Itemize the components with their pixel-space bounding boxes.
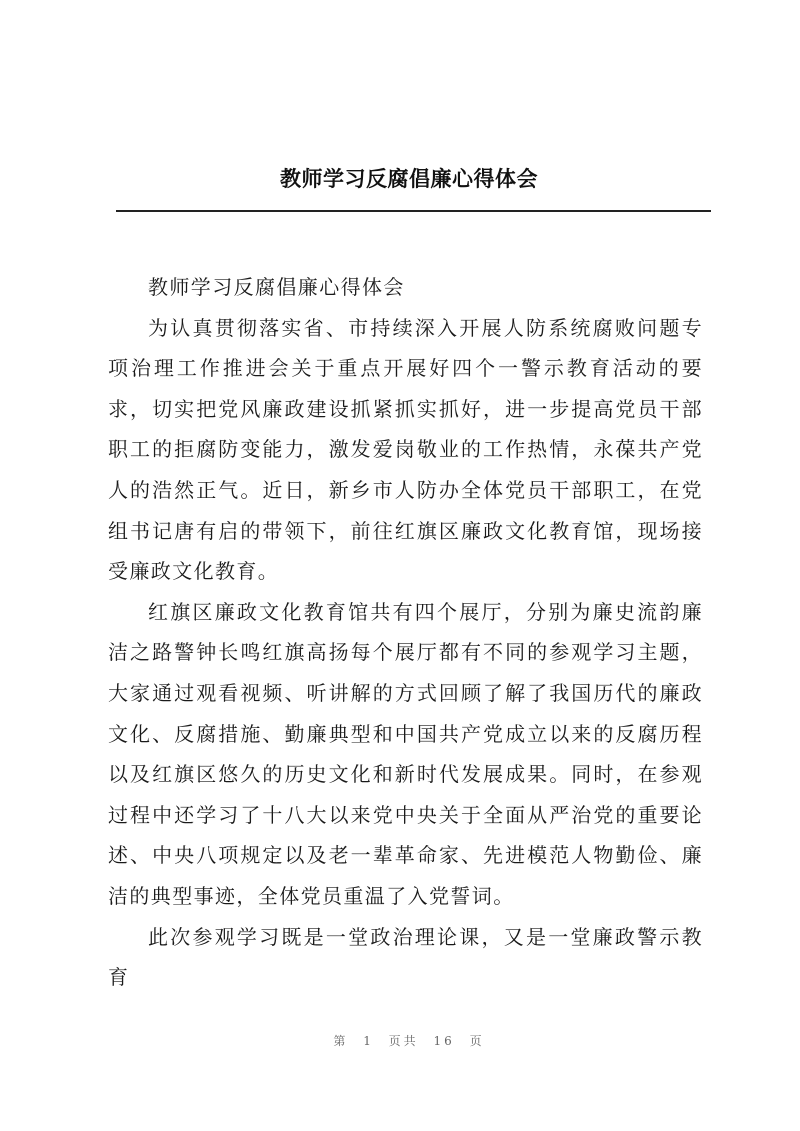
page-footer <box>0 1032 800 1049</box>
footer-middle: 页共 <box>388 1034 419 1048</box>
body-paragraph: 此次参观学习既是一堂政治理论课，又是一堂廉政警示教育 <box>108 924 703 990</box>
footer-total-pages: 16 <box>433 1034 455 1048</box>
body-paragraph: 红旗区廉政文化教育馆共有四个展厅，分别为廉史流韵廉洁之路警钟长鸣红旗高扬每个展厅都有不同的参观学习主题，大家通过观看视频、听讲解的方式回顾了解了我国历代的廉政文化、反腐措施、勤廉典型和中国共产党成立以来的反腐历程以及红旗区悠久的历史文化和新时代发展成果。同时，在参观过程中还学习了十八大以来党中央关于全面从严治党的重要论述、中央八项规定以及老一辈革命家、先进模范人物勤俭、廉洁的典型事迹，全体党员重温了入党誓词。 <box>108 599 703 908</box>
document-body <box>108 267 703 998</box>
footer-prefix: 第 <box>333 1034 349 1048</box>
body-paragraph: 为认真贯彻落实省、市持续深入开展人防系统腐败问题专项治理工作推进会关于重点开展好四个一警示教育活动的要求，切实把党风廉政建设抓紧抓实抓好，进一步提高党员干部职工的拒腐防变能力，激发爱岗敬业的工作热情，永葆共产党人的浩然正气。近日，新乡市人防办全体党员干部职工，在党组书记唐有启的带领下，前往红旗区廉政文化教育馆，现场接受廉政文化教育。 <box>108 315 703 584</box>
document-title: 教师学习反腐倡廉心得体会 <box>280 167 538 191</box>
body-paragraph-heading: 教师学习反腐倡廉心得体会 <box>148 275 405 299</box>
footer-page-number: 1 <box>363 1034 374 1048</box>
title-divider <box>116 210 711 212</box>
footer-suffix: 页 <box>469 1034 485 1048</box>
